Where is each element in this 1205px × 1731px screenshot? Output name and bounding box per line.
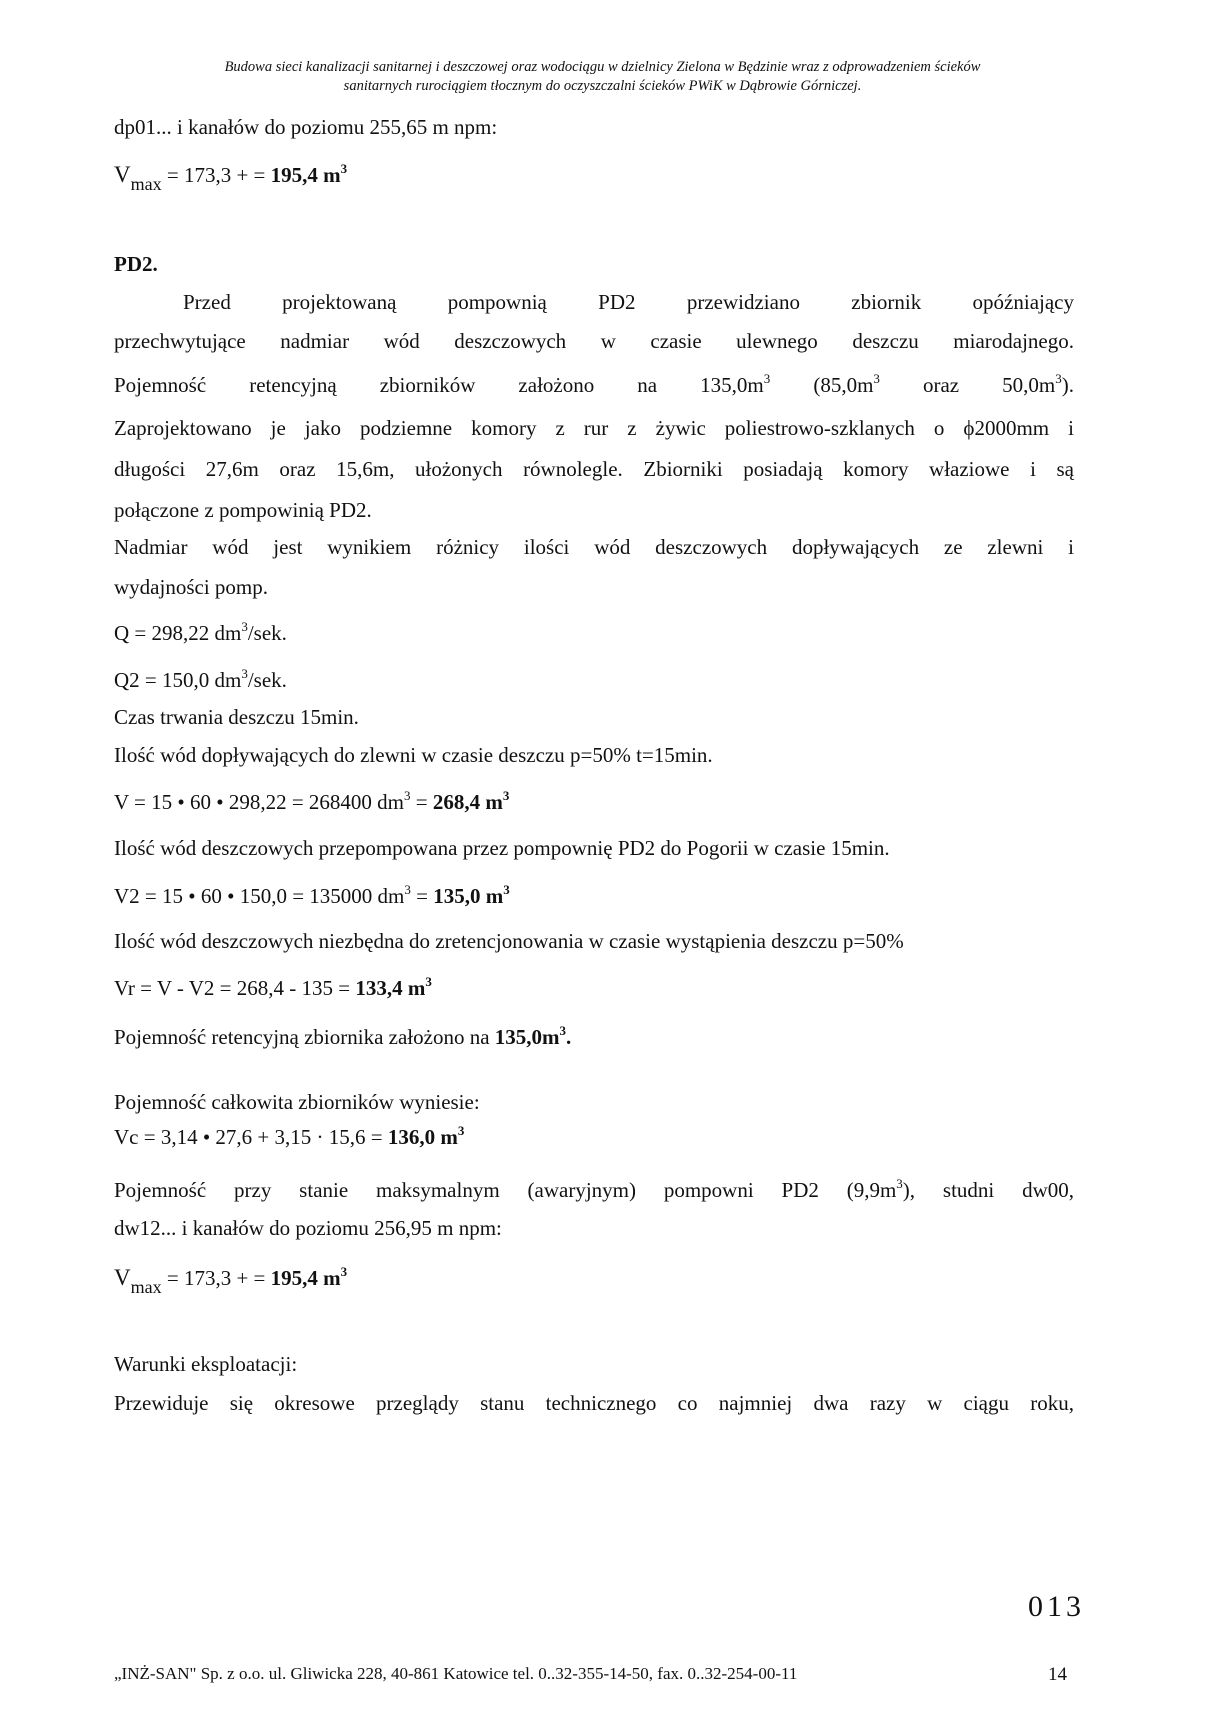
operation-text: Przewiduje się okresowe przeglądy stanu technicznego co najmniej dwa razy w ciągu roku, [114,1391,1074,1415]
total-capacity-heading: Pojemność całkowita zbiorników wyniesie: [114,1090,480,1114]
v-formula: V = 15 • 60 • 298,22 = 268400 $dm^3 = 268,4$ $m^3$ [114,788,510,814]
paragraph-1-line-6: połączone z pompowinią PD2. [114,498,372,522]
retention-description: Ilość wód deszczowych niezbędna do zretencjonowania w czasie wystąpienia deszczu p=50% [114,929,904,953]
max-capacity-line-1: Pojemność przy stanie maksymalnym (awaryjnym) pompowni PD2 $(9,9m^3)$, studni dw00, [114,1176,1075,1202]
vmax-formula-1: $V_{max} = 173,3$ + = 195,4 $m^3$ [114,161,348,194]
footer-company: „INŻ-SAN" Sp. z o.o. ul. Gliwicka 228, 40-861 Katowice tel. 0..32-355-14-50, fax. 0..32-254-00-11 [114,1664,798,1683]
paragraph-2-line-1: Nadmiar wód jest wynikiem różnicy ilości wód deszczowych dopływających ze zlewni i [114,535,1074,559]
paragraph-1-line-3: Pojemność retencyjną zbiorników założono na $135,0m^3$ ($85,0m^3$ oraz $50,0m^3$). [114,371,1074,397]
pumped-description: Ilość wód deszczowych przepompowana przez pompownię PD2 do Pogorii w czasie 15min. [114,836,890,860]
max-capacity-line-2: dw12... i kanałów do poziomu 256,95 m npm: [114,1216,502,1240]
header-line-1: Budowa sieci kanalizacji sanitarnej i deszczowej oraz wodociągu w dzielnicy Zielona w Będzinie wraz z odprowadzeniem ścieków [224,59,981,75]
vc-formula: Vc = 3,14 • 27,6 + 3,15 · 15,6 = 136,0 $m^3$ [114,1123,465,1149]
page-number: 14 [1048,1664,1067,1685]
paragraph-1-line-4: Zaprojektowano je jako podziemne komory z rur z żywic poliestrowo-szklanych o ϕ2000mm i [114,416,1074,440]
paragraph-1-line-5: długości 27,6m oraz 15,6m, ułożonych równolegle. Zbiorniki posiadają komory właziowe i są [114,457,1074,481]
q2-formula: Q2 = 150,0 $dm^3$/sek. [114,666,287,692]
vmax-formula-2: $V_{max} = 173,3$ + = 195,4 $m^3$ [114,1264,348,1297]
v2-formula: V2 = 15 • 60 • 150,0 = 135000 $dm^3 = 135,0$ $m^3$ [114,882,510,908]
dp01-line: dp01... i kanałów do poziomu 255,65 m npm: [114,115,498,139]
vr-formula: Vr = V - V2 = 268,4 - 135 = 133,4 $m^3$ [114,974,432,1000]
section-title: PD2. [114,252,158,276]
paragraph-1-line-2: przechwytujące nadmiar wód deszczowych w czasie ulewnego deszczu miarodajnego. [114,329,1074,353]
paragraph-1-line-1: Przed projektowaną pompownią PD2 przewidziano zbiornik opóźniający [183,290,1074,314]
q-formula: Q = 298,22 $dm^3$/sek. [114,619,287,645]
running-header [110,58,1095,96]
operation-heading: Warunki eksploatacji: [114,1352,298,1376]
header-line-2: sanitarnych rurociągiem tłocznym do oczyszczalni ścieków PWiK w Dąbrowie Górniczej. [343,78,862,94]
inflow-description: Ilość wód dopływających do zlewni w czasie deszczu p=50% t=15min. [114,743,713,767]
rain-duration: Czas trwania deszczu 15min. [114,705,359,729]
paragraph-2-line-2: wydajności pomp. [114,575,268,599]
page-stamp-number: 013 [1028,1590,1085,1623]
retention-capacity: Pojemność retencyjną zbiornika założono na $135,0m^3$. [114,1023,572,1049]
